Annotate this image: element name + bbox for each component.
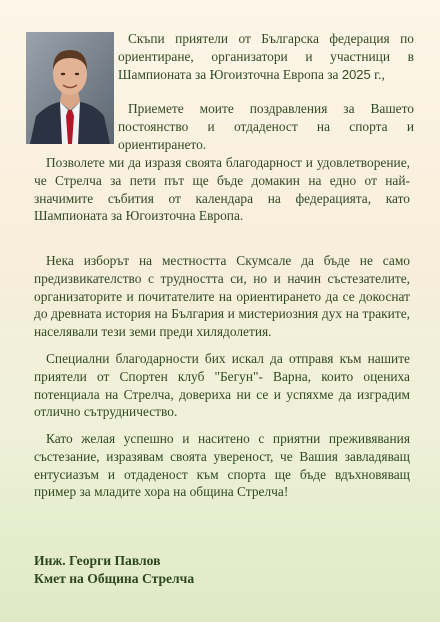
gratitude-paragraph: Позволете ми да изразя своята благодарност и удовлетворение, че Стрелча за пети път ще бъде домакин на едно от най-значимите събития от календара на федерацията, като Шампионата за Югоизточна Европа. — [34, 155, 410, 224]
thanks-paragraph: Специални благодарности бих искал да отправя към нашите приятели от Спортен клуб "Бегун"- Варна, които оцениха потенциала на Стрелча, довериха ни се и успяхме да изградим отлично сътрудничество. — [34, 351, 410, 420]
portrait-image — [26, 32, 114, 144]
mayor-portrait-photo — [26, 32, 114, 144]
year-text: 2025 — [341, 66, 371, 82]
wishes-paragraph: Като желая успешно и наситено с приятни преживявания състезание, изразявам своята увереност, че Вашия завладяващ ентусиазъм и отдаденост към спорта ще бъде вдъхновяващ пример за младите хора на община Стрелча! — [34, 431, 410, 500]
signature-name: Инж. Георги Павлов — [34, 553, 161, 568]
greeting-paragraph: Скъпи приятели от Българска федерация по ориентиране, организатори и участници в Шампионата за Югоизточна Европа за 2025 г., — [118, 31, 414, 82]
signature-title: Кмет на Община Стрелча — [34, 571, 195, 586]
congratulations-paragraph: Приемете моите поздравления за Вашето постоянство и отдаденост на спорта и ориентирането. — [118, 101, 414, 152]
location-paragraph: Нека изборът на местността Скумсале да бъде не само предизвикателство с трудността си, но и начин състезателите, организаторите и почитателите на ориентирането да се докоснат до древната история на България и мистериозния дух на траките, населявали тези земи преди хилядолетия. — [34, 253, 410, 340]
